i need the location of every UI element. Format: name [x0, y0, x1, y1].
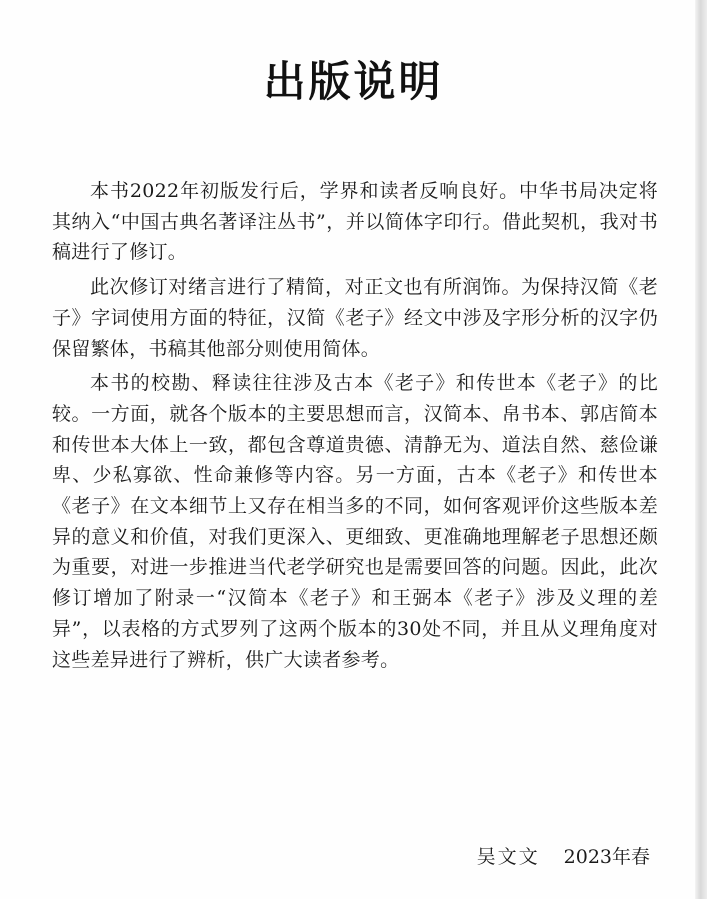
paragraph-2: 此次修订对绪言进行了精简，对正文也有所润饰。为保持汉简《老子》字词使用方面的特征，汉简《老子》经文中涉及字形分析的汉字仍保留繁体，书稿其他部分则使用简体。 [52, 276, 658, 360]
page-edge-gutter [695, 0, 707, 899]
signature-date: 2023年春 [563, 846, 650, 868]
signature [380, 842, 650, 872]
paragraph-3: 本书的校勘、释读往往涉及古本《老子》和传世本《老子》的比较。一方面，就各个版本的主要思想而言，汉简本、帛书本、郭店简本和传世本大体上一致，都包含尊道贵德、清静无为、道法自然、慈俭谦卑、少私寡欲、性命兼修等内容。另一方面，古本《老子》和传世本《老子》在文本细节上又存在相当多的不同，如何客观评价这些版本差异的意义和价值，对我们更深入、更细致、更准确地理解老子思想还颇为重要，对进一步推进当代老学研究也是需要回答的问题。因此，此次修订增加了附录一“汉简本《老子》和王弼本《老子》涉及义理的差异”，以表格的方式罗列了这两个版本的30处不同，并且从义理角度对这些差异进行了辨析，供广大读者参考。 [52, 372, 658, 671]
paragraph-1: 本书2022年初版发行后，学界和读者反响良好。中华书局决定将其纳入“中国古典名著译注丛书”，并以简体字印行。借此契机，我对书稿进行了修订。 [52, 180, 658, 264]
page-title: 出版说明 [263, 57, 444, 106]
body-text [52, 176, 658, 679]
signature-author: 吴文文 [476, 846, 540, 868]
